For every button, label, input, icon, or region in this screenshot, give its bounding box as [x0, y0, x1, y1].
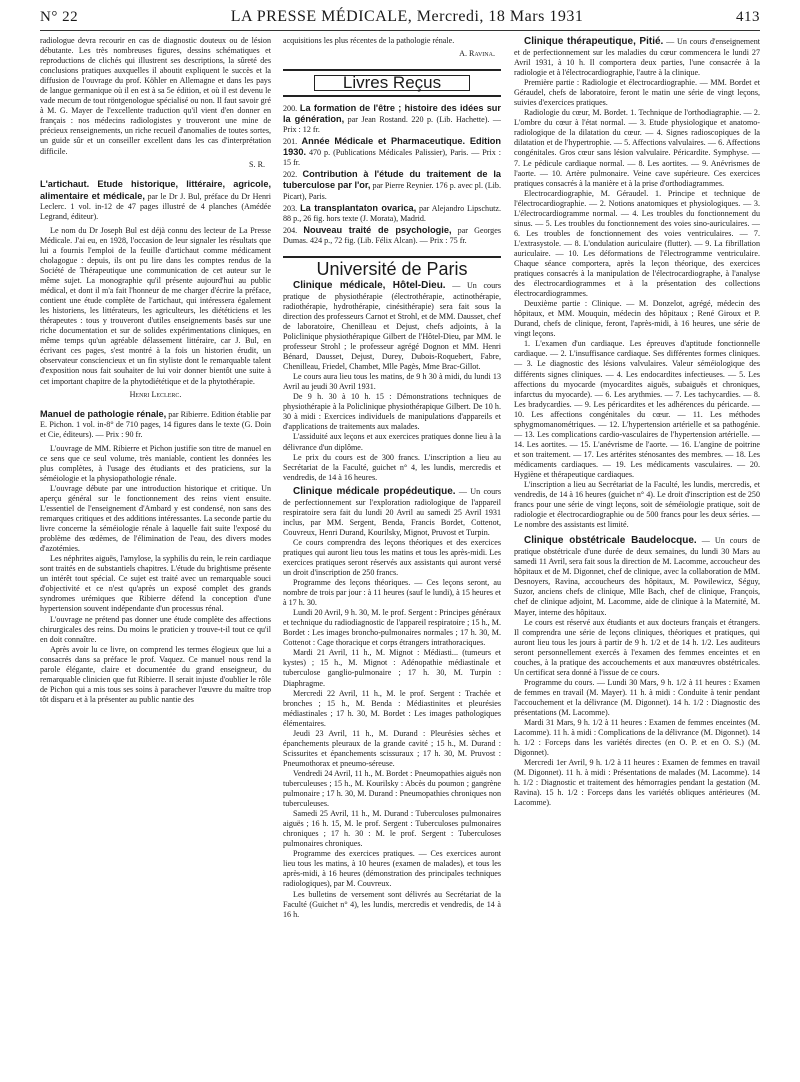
text: — Un cours pratique de physiothérapie (électrothérapie, actinothérapie, radiothérapie, hydrothérapie, cinésithérapie) sera fait sous la direction des professeurs Carnot et Strohl, et de MM. Dausset, chef de laboratoire, Chenilleau et Dejust, chefs adjoints, à la Policlinique physiothérapique Gilbert de l'Hôtel-Dieu, par MM. le professeur Strohl ; le professeur agrégé Dognon et MM. Henri Bénard, Dausset, Dejust, Durey, Dubois-Roquebert, Fabre, Chenilleau, Friedel, Chambet, Mlle Pagès, Mme Brac-Gillot. [283, 280, 501, 372]
subsection-title: Clinique obstétricale Baudelocque. [524, 535, 697, 547]
book-entry [283, 169, 501, 201]
masthead: LA PRESSE MÉDICALE, Mercredi, 18 Mars 1931 [230, 8, 584, 25]
book-title: Année Médicale et Pharmaceutique. Edition 1930. [283, 136, 501, 158]
paragraph: Vendredi 24 Avril, 11 h., M. Bordet : Pneumopathies aiguës non tuberculeuses ; 15 h., M. Kourilsky : Abcès du poumon ; gangrène pulmonaire ; 17 h. 30, M. Durand : Pneumopathies chroniques non tuberculeuses. [283, 768, 501, 809]
column-middle [283, 36, 501, 1072]
book-entry [283, 203, 501, 224]
paragraph: L'ouvrage de MM. Ribierre et Pichon justifie son titre de manuel en ce sens que ce seul volume, très maniable, contient les données les plus complètes, à l'usage des étudiants et des praticiens, sur la séméiologie et la physiopathologie rénale. [40, 443, 271, 483]
issue-number: N° 22 [40, 9, 79, 25]
book-number: 201. [283, 137, 298, 147]
book-entry [283, 103, 501, 135]
paragraph: Deuxième partie : Clinique. — M. Donzelot, agrégé, médecin des hôpitaux, et MM. Mouquin, médecin des hôpitaux ; René Giroux et P. Durand, chefs de clinique, feront, l'après-midi, à 16 heures, une série de vingt leçons. [514, 299, 760, 339]
paragraph: Mardi 31 Mars, 9 h. 1/2 à 11 heures : Examen de femmes enceintes (M. Lacomme). 11 h. à midi : Complications de la délivrance (M. Digonnet). 14 h. 1/2 : Forceps dans les variétés directes (en O. P. et en O. S.) (M. Digonnet). [514, 718, 760, 758]
paragraph: Mercredi 22 Avril, 11 h., M. le prof. Sergent : Trachée et bronches ; 15 h., M. Benda : Médiastinites et pleurésies médiastinales ; 17 h. 30, M. Bordet : Les images pathologiques élémentaires. [283, 688, 501, 728]
paragraph: Programme des leçons théoriques. — Ces leçons seront, au nombre de trois par jour : à 11 heures (sauf le lundi), à 15 heures et à 17 h. 30. [283, 578, 501, 608]
review-heading [40, 178, 271, 222]
paragraph: acquisitions les plus récentes de la pathologie rénale. [283, 36, 455, 45]
paragraph [514, 535, 760, 617]
paragraph: Les néphrites aiguës, l'amylose, la syphilis du rein, le rein cardiaque sont traités en de substantiels chapitres. L'étude du brightisme présente un intérêt tout spécial. Ce sujet est traité avec un remarquable souci d'objectivité et ce n'est qu'après un exposé complet des grands syndromes urémiques que Ribierre défend la conception d'une hypertension souvent indépendante d'un processus rénal. [40, 554, 271, 614]
text: — Un cours de perfectionnement sur l'exploration radiologique de l'appareil respiratoire sera fait du lundi 20 Avril au samedi 25 Avril 1931 inclus, par MM. Sergent, Benda, Francis Bordet, Cottenot, Couvreux, Henri Durand, Kourilsky, Mignot, Pruvost et Turpin. [283, 486, 501, 537]
review-title: Manuel de pathologie rénale, [40, 408, 167, 419]
book-entry [283, 225, 501, 246]
paragraph: Programme du cours. — Lundi 30 Mars, 9 h. 1/2 à 11 heures : Examen de femmes en travail (M. Mayer). 11 h. à midi : Conduite à tenir pendant l'accouchement et la délivrance (M. Digonnet). 14 h. 1/2 : Diagnostic des présentations (M. Lacomme). [514, 677, 760, 717]
book-details: par Georges Dumas. 424 p., 72 fig. (Lib. Félix Alcan). — Prix : 75 fr. [283, 225, 501, 245]
paragraph: Lundi 20 Avril, 9 h. 30, M. le prof. Sergent : Principes généraux et technique du radiodiagnostic de l'appareil respiratoire ; 15 h., M. Bordet : Les images broncho-pulmonaires normales ; 17 h. 30, M. Cottenot : Cage thoracique et corps étrangers intrathoraciques. [283, 608, 501, 648]
book-number: 200. [283, 104, 298, 114]
paragraph: L'assiduité aux leçons et aux exercices pratiques donne lieu à la délivrance d'un diplôme. [283, 432, 501, 452]
paragraph: Première partie : Radiologie et électrocardiographie. — MM. Bordet et Géraudel, chefs de laboratoire, feront le matin une série de vingt leçons, suivies d'exercices pratiques. [514, 78, 760, 108]
text: — Un cours de pratique obstétricale d'une durée de deux semaines, du lundi 30 Mars au samedi 11 Avril, sera fait sous la direction de M. Lacomme, accoucheur des hôpitaux et de M. Digonnet, chef de clinique, avec la collaboration de MM. Desnoyers, Ravina, accoucheurs des hôpitaux, M. Powilewicz, Séguy, Suzor, anciens chefs de clinique, Mlle Bach, chef de clinique, François, chef de clinique adjoint, M. Lacomme, aide de clinique à la Maternité, M. Mayer, interne des hôpitaux. [514, 536, 760, 617]
column-right [514, 36, 760, 1072]
book-title: Nouveau traité de psychologie, [303, 224, 452, 235]
book-title: Contribution à l'étude du traitement de la tuberculose par l'or, [283, 169, 501, 191]
signature: S. R. [249, 159, 265, 169]
subsection-title: Clinique médicale, Hôtel-Dieu. [293, 279, 446, 291]
paragraph: L'ouvrage débute par une introduction historique et critique. Un aperçu général sur le fonctionnement des reins vient ensuite. L'essentiel de l'enseignement d'Ambard y est condensé, non sans des remarques critiques et des additions intéressantes. La seconde partie du livre concerne la séméiologie rénale à laquelle fait suite l'exposé du problème des œdèmes, de l'élimination de l'eau, des divers modes d'azotémies. [40, 483, 271, 554]
review-ref: par le Dr J. Bul, préface du Dr Henri Leclerc. 1 vol. in-12 de 47 pages illustré de 4 planches (Amédée Legrand, éditeur). [40, 191, 271, 221]
book-entry [283, 136, 501, 168]
text: — Un cours d'enseignement et de perfectionnement sur les maladies du cœur commencera le lundi 27 Avril 1931, à 10 h. Il comportera deux parties, l'une consacrée à la radiologie et à l'électrocardiographie, l'autre à la clinique. [514, 37, 760, 78]
paragraph: Le nom du Dr Joseph Bul est déjà connu des lecteur de La Presse Médicale. J'ai eu, en 1928, l'occasion de leur signaler les résultats que lui a fournis l'emploi de la feuille d'artichaut comme médicament cholagogue : depuis, ils ont pu lire dans les comptes rendus de la Société de Thérapeutique une communication de cet auteur sur le même sujet. La monographie qu'il présente aujourd'hui au public médical, et dont il m'a fait l'honneur de me charger d'écrire la préface, contient une étude complète de l'artichaut, qui intéressera également les historiens, les littérateurs, les agriculteurs, les diététiciens et les thérapeutes : tous y trouveront d'utiles enseignements basés sur une riche documentation et sur de solides expérimentations cliniques, en même temps qu'un agréable délassement littéraire, car J. Bul, en écrivant ces pages, s'est montré à la fois un historien érudit, un observateur consciencieux et un fin styliste dont le remarquable talent d'exposition nous fait souhaiter de lui voir donner bientôt une suite à cet important chapitre de la phytodiététique et de la phytothérapie. [40, 225, 271, 386]
paragraph: Le prix du cours est de 300 francs. L'inscription a lieu au Secrétariat de la Faculté, guichet n° 4, les lundis, mercredis et vendredis, de 14 à 16 heures. [283, 452, 501, 482]
book-details: par Pierre Reynier. 176 p. avec pl. (Lib. Picart), Paris. [283, 181, 501, 201]
paragraph: Samedi 25 Avril, 11 h., M. Durand : Tuberculoses pulmonaires aiguës ; 16 h. 15, M. le prof. Sergent : Tuberculoses pulmonaires chroniques ; 17 h. 30 : M. le prof. Sergent : Tuberculoses pulmonaires chroniques. [283, 809, 501, 849]
book-number: 202. [283, 170, 298, 180]
page-header [40, 8, 760, 30]
paragraph: Ce cours comprendra des leçons théoriques et des exercices pratiques qui auront lieu tous les matins et tous les après-midi. Les exercices pratiques seront réservés aux assistants qui auront versé un droit d'inscription de 250 francs. [283, 537, 501, 578]
subsection-title: Clinique thérapeutique, Pitié. [524, 36, 664, 47]
subsection-title: Clinique médicale propédeutique. [293, 485, 456, 497]
book-title: La transplantaton ovarica, [300, 202, 417, 213]
paragraph [283, 486, 501, 538]
book-number: 204. [283, 225, 298, 235]
paragraph: Radiologie du cœur, M. Bordet. 1. Technique de l'orthodiagraphie. — 2. L'ombre du cœur à l'état normal. — 3. Etude physiologique et anatomo-radiologique de la dilatation du cœur. — 4. Signes radioscopiques de la dilatation et de l'hypertrophie. — 5. Affections valvulaires. — 6. Affections congénitales. Gros cœur sans lésion valvulaire. Péricardite. Symphyse. — 7. Le pédicule cardiaque normal. — 8. Les aortites. — 9. Anévrismes de l'aorte. — 10. Artère pulmonaire. Veine cave supérieure. Ces exercices pratiques consacrés à la manière et à la prise d'orthodiagrammes. [514, 108, 760, 188]
signature: A. Ravina. [459, 49, 495, 59]
column-left [40, 36, 271, 1072]
header-rule [40, 30, 760, 31]
paragraph: Le cours aura lieu tous les matins, de 9 h 30 à midi, du lundi 13 Avril au jeudi 30 Avril 1931. [283, 372, 501, 392]
book-details: 470 p. (Publications Médicales Palissier), Paris. — Prix : 15 fr. [283, 148, 501, 168]
section-title: Université de Paris [283, 256, 501, 274]
page-number: 413 [736, 9, 760, 25]
books-received-header [283, 69, 501, 97]
book-details: par Alejandro Lipschutz. 88 p., 26 fig. hors texte (J. Morata), Madrid. [283, 203, 501, 223]
paragraph: 1. L'examen d'un cardiaque. Les épreuves d'aptitude fonctionnelle cardiaque. — 2. L'insuffisance cardiaque. Ses différentes formes cliniques. — 3. Le diagnostic des lésions valvulaires. Valeur séméiologique des différents signes cliniques. — 4. Les endocardites infectieuses. — 5. Les affections du myocarde (myocardites aiguës, subaiguës et chroniques, infarctus du myocarde). — 6. Les arythmies. — 7. Les tachycardies. — 8. Les bradycardies. — 9. Les péricardites et les adhérences du péricarde. — 10. Les affections congénitales du cœur. — 11. Les méthodes sphygmomanométriques. — 12. L'hypertension artérielle et sa pathogénie. — 13. Les complications cardio-vasculaires de l'hypertension artérielle. — 14. Les aortites. — 15. L'anévrisme de l'aorte. — 16. L'angine de poitrine et son traitement. — 17. Les artérites sténosantes des membres. — 18. Les médicaments cardiaques. — 19. Les médicaments vasculaires. — 20. Hygiène et thérapeutique cardiaques. [514, 339, 760, 479]
paragraph: L'inscription a lieu au Secrétariat de la Faculté, les lundis, mercredis, et vendredis, de 14 à 16 heures (guichet n° 4). Le droit d'inscription est de 250 francs pour une série de vingt leçons, soit de séméiologie pratique, soit de radiologie et électrocardiographie ou de 500 francs pour les deux séries. — Le nombre des assistants est limité. [514, 480, 760, 530]
review-title: L'artichaut. Etude historique, littéraire, agricole, alimentaire et médicale, [40, 178, 271, 201]
review-ref: par Ribierre. Edition établie par E. Pichon. 1 vol. in-8° de 710 pages, 14 figures dans le texte (G. Doin et Cie, éditeurs). — Prix : 90 fr. [40, 409, 271, 439]
review-heading [40, 408, 271, 440]
book-details: par Jean Rostand. 220 p. (Lib. Hachette). — Prix : 12 fr. [283, 115, 501, 135]
paragraph: Jeudi 23 Avril, 11 h., M. Durand : Pleurésies sèches et épanchements pleuraux de la grande cavité ; 15 h., M. Durand : Scissurites et épanchements scissuraux ; 17 h. 30, M. Pruvost : Pneumothorax et pneumo-séreuse. [283, 728, 501, 768]
paragraph: Mardi 21 Avril, 11 h., M. Mignot : Médiasti... (tumeurs et kystes) ; 15 h., M. Mignot : Adénopathie médiastinale et tuberculose ganglio-pulmonaire ; 17 h. 30, M. Turpin : Diaphragme. [283, 648, 501, 688]
paragraph [514, 36, 760, 78]
books-list [283, 103, 501, 246]
book-title: La formation de l'être ; histoire des idées sur la génération, [283, 103, 501, 125]
paragraph: De 9 h. 30 à 10 h. 15 : Démonstrations techniques de physiothérapie à la Policlinique physiothérapique Gilbert. De 10 h. 30 à midi : Exercices individuels de manipulations d'appareils et d'applications de traitements aux malades. [283, 392, 501, 432]
section-title: Livres Reçus [314, 75, 470, 91]
book-number: 203. [283, 203, 298, 213]
paragraph: Electrocardiographie, M. Géraudel. 1. Principe et technique de l'électrocardiographie. — 2. Notions anatomiques et physiologiques. — 3. L'électrocardiogramme normal. — 4. Les troubles du fonctionnement du sinus. — 5. Les troubles du fonctionnement des voies sino-auriculaires. — 6. Les troubles de fonctionnement des voies ventriculaires. — 7. L'extrasystole. — 8. L'ondulation auriculaire (flutter). — 9. La fibrillation auriculaire. — 10. Les déformations de l'électrogramme ventriculaire. Chaque séance comportera, après la leçon théorique, des exercices pratiques consacrés à la manipulation de l'électrocardiographe, à l'analyse des électrocardiogrammes et à la présentation des collections électrocardiogrammes. [514, 188, 760, 299]
paragraph: Programme des exercices pratiques. — Ces exercices auront lieu tous les matins, à 10 heures (examen de malades), et tous les après-midi, à 16 heures (démonstration des principales techniques radiologiques), par M. Couvreux. [283, 849, 501, 889]
paragraph: Après avoir lu ce livre, on comprend les termes élogieux que lui a consacrés dans sa préface le prof. Vaquez. Ce manuel nous rend la parole élégante, claire et documentée du grand enseigneur, du remarquable clinicien que fut Ribierre. Il serait injuste d'oublier le rôle de Pichon qui a mis tous ses soins à parachever l'œuvre du maître trop tôt disparu et à la présenter au public nantie des [40, 644, 271, 704]
paragraph: Le cours est réservé aux étudiants et aux docteurs français et étrangers. Il comprendra une série de leçons cliniques, théoriques et pratiques, qui auront lieu tous les jours à partir de 9 h. 1/2 et de 14 h. 1/2. Les auditeurs seront personnellement exercés à l'examen des femmes enceintes et en couches, à la pratique des accouchements et aux manœuvres obstétricales. Un certificat sera donné à l'issue de ce cours. [514, 617, 760, 677]
paragraph [283, 280, 501, 372]
paragraph: Mercredi 1er Avril, 9 h. 1/2 à 11 heures : Examen de femmes en travail (M. Digonnet). 11 h. à midi : Présentations de malades (M. Lacomme). 14 h. 1/2 : Diagnostic et traitement des hémorragies pendant la gestation (M. Ravina). 15 h. 1/2 : Forceps dans les variétés obliques antérieures (M. Lacomme). [514, 758, 760, 808]
signature: Henri Leclerc. [129, 389, 182, 399]
paragraph: L'ouvrage ne prétend pas donner une étude complète des affections chirurgicales des reins. Du moins le praticien y trouve-t-il tout ce qu'il en doit connaître. [40, 614, 271, 644]
paragraph: radiologue devra recourir en cas de diagnostic douteux ou de lésion débutante. Les très nombreuses figures, dessins schématiques et reproductions de clichés qui illustrent ses descriptions, la sûreté des conclusions pratiques auxquelles il aboutit expliquent le succès et la diffusion de l'ouvrage du prof. Köhler en Allemagne et dans les pays de langue germanique où il en est à sa 5e édition, et où il est devenu le vade mecum de tout röntgenologue spécialisé ou non. Il faut savoir gré à M. G. Mayer de l'excellente traduction qu'il vient d'en donner en français : nos médecins radiologistes y trouveront une mine de précieux renseignements, un riche recueil d'anomalies de toutes sortes, un guide sûr et un conseiller excellent dans les cas d'interprétation difficile. [40, 36, 271, 156]
paragraph: Les bulletins de versement sont délivrés au Secrétariat de la Faculté (Guichet n° 4), les lundis, mercredis et vendredis, de 14 à 16 h. [283, 889, 501, 919]
